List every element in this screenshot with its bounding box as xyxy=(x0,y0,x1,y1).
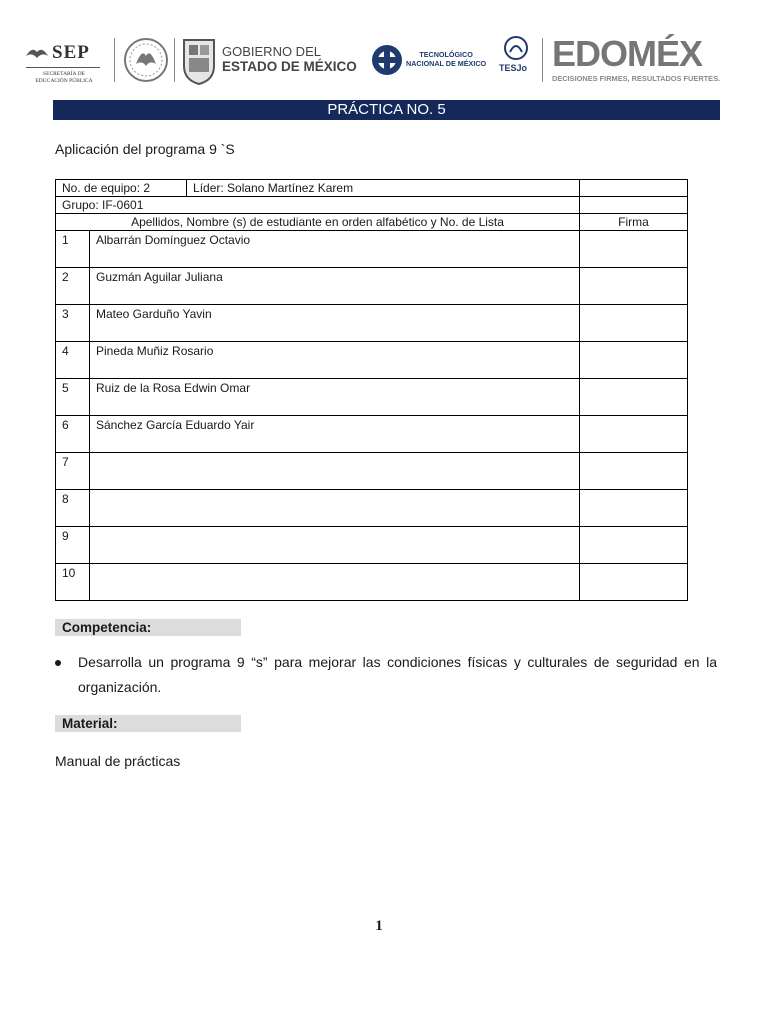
table-row xyxy=(56,197,688,214)
team-number-cell: No. de equipo: 2 xyxy=(56,180,187,197)
signature-cell xyxy=(580,490,688,527)
list-number: 7 xyxy=(56,453,90,490)
practice-subtitle: Aplicación del programa 9 `S xyxy=(55,141,235,157)
table-row xyxy=(56,379,688,416)
sep-line2: EDUCACIÓN PÚBLICA xyxy=(35,77,93,84)
students-column-header: Apellidos, Nombre (s) de estudiante en orden alfabético y No. de Lista xyxy=(56,214,580,231)
signature-cell xyxy=(580,379,688,416)
table-row xyxy=(56,180,688,197)
edomex-shield-logo xyxy=(180,32,218,88)
signature-cell xyxy=(580,453,688,490)
student-name xyxy=(90,527,580,564)
list-number: 2 xyxy=(56,268,90,305)
list-number: 3 xyxy=(56,305,90,342)
signature-column-header: Firma xyxy=(580,214,688,231)
table-row xyxy=(56,342,688,379)
student-roster-table xyxy=(55,179,688,601)
student-name xyxy=(90,564,580,601)
table-row xyxy=(56,453,688,490)
eagle-emblem-icon xyxy=(22,38,52,68)
table-row xyxy=(56,231,688,268)
list-number: 5 xyxy=(56,379,90,416)
sep-line1: SECRETARÍA DE xyxy=(43,71,85,77)
blank-cell xyxy=(580,180,688,197)
gobierno-line2: ESTADO DE MÉXICO xyxy=(222,59,357,74)
signature-cell xyxy=(580,231,688,268)
student-name: Mateo Garduño Yavin xyxy=(90,305,580,342)
student-name: Ruiz de la Rosa Edwin Omar xyxy=(90,379,580,416)
signature-cell xyxy=(580,416,688,453)
list-number: 8 xyxy=(56,490,90,527)
competencia-text: Desarrolla un programa 9 “s” para mejorar las condiciones físicas y culturales de seguridad en la organización. xyxy=(78,654,717,695)
bullet-icon xyxy=(55,660,61,666)
page-title: PRÁCTICA NO. 5 xyxy=(53,100,720,120)
group-cell: Grupo: IF-0601 xyxy=(56,197,580,214)
signature-cell xyxy=(580,268,688,305)
tesjo-name: TESJo xyxy=(499,63,528,73)
material-text: Manual de prácticas xyxy=(55,753,181,769)
sep-logo xyxy=(22,32,104,88)
tecnm-line2: NACIONAL DE MÉXICO xyxy=(406,59,487,68)
table-header-row xyxy=(56,214,688,231)
table-row xyxy=(56,416,688,453)
tecnm-logo xyxy=(370,32,490,88)
table-row xyxy=(56,305,688,342)
student-name: Sánchez García Eduardo Yair xyxy=(90,416,580,453)
edomex-brand-logo xyxy=(552,32,752,88)
gobierno-line1: GOBIERNO DEL xyxy=(222,44,321,59)
student-name xyxy=(90,453,580,490)
list-number: 10 xyxy=(56,564,90,601)
table-row xyxy=(56,490,688,527)
student-name xyxy=(90,490,580,527)
sep-name: SEP xyxy=(52,42,90,63)
page-number: 1 xyxy=(375,918,383,934)
student-name: Pineda Muñiz Rosario xyxy=(90,342,580,379)
list-number: 4 xyxy=(56,342,90,379)
blank-cell xyxy=(580,197,688,214)
tecnm-line1: TECNOLÓGICO xyxy=(419,50,473,59)
edomex-tagline: DECISIONES FIRMES, RESULTADOS FUERTES. xyxy=(552,74,721,83)
gobierno-edomex-logo xyxy=(222,32,362,88)
signature-cell xyxy=(580,305,688,342)
competencia-heading: Competencia: xyxy=(55,619,241,636)
edomex-word: EDOMÉX xyxy=(552,33,703,74)
list-number: 6 xyxy=(56,416,90,453)
student-name: Guzmán Aguilar Juliana xyxy=(90,268,580,305)
signature-cell xyxy=(580,527,688,564)
table-row xyxy=(56,268,688,305)
signature-cell xyxy=(580,564,688,601)
table-row xyxy=(56,564,688,601)
student-name: Albarrán Domínguez Octavio xyxy=(90,231,580,268)
competencia-bullet xyxy=(55,650,717,700)
signature-cell xyxy=(580,342,688,379)
header-logos xyxy=(22,32,752,88)
leader-cell: Líder: Solano Martínez Karem xyxy=(187,180,580,197)
list-number: 9 xyxy=(56,527,90,564)
national-seal-logo xyxy=(122,32,170,88)
tesjo-logo xyxy=(495,32,537,88)
list-number: 1 xyxy=(56,231,90,268)
material-heading: Material: xyxy=(55,715,241,732)
table-row xyxy=(56,527,688,564)
